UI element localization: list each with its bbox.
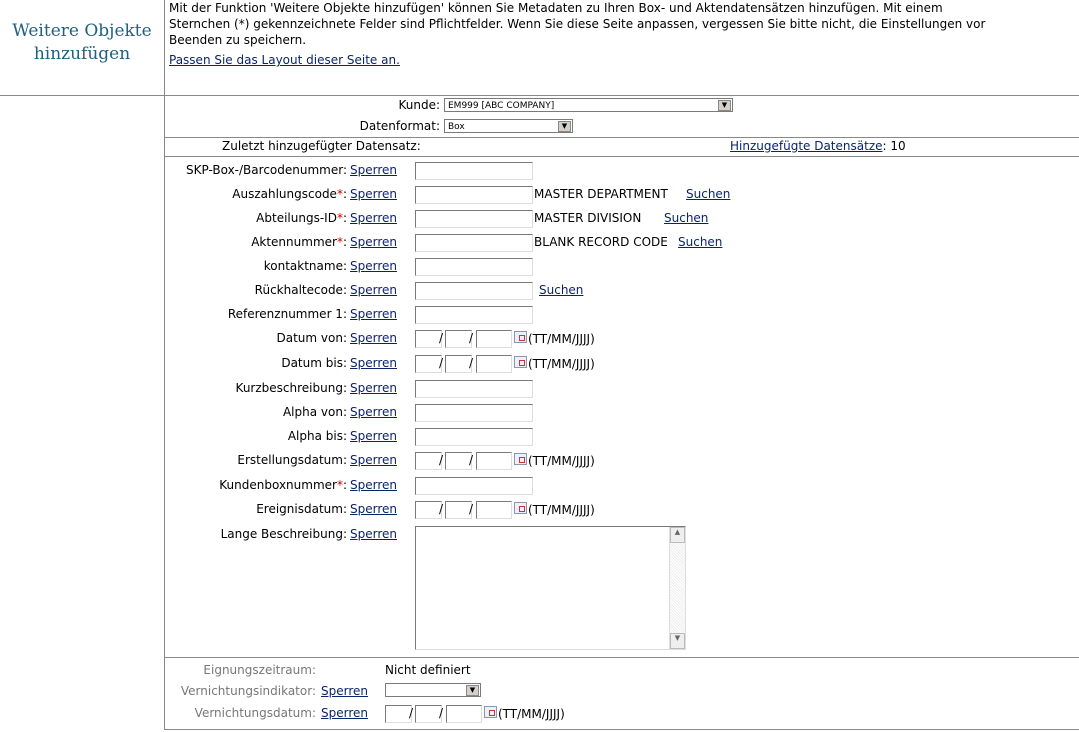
search-link[interactable]: Suchen — [686, 187, 731, 201]
kontaktname-input[interactable] — [415, 258, 533, 276]
required-marker: * — [336, 235, 343, 249]
auszahlungscode-input[interactable] — [415, 186, 533, 204]
date-format-hint: (TT/MM/JJJJ) — [528, 503, 595, 517]
lock-link[interactable]: Sperren — [350, 331, 397, 345]
field-label: Kundenboxnummer*: — [219, 478, 347, 492]
added-records-link[interactable]: Hinzugefügte Datensätze — [730, 139, 883, 153]
year-input[interactable] — [476, 452, 512, 470]
kunde-select[interactable] — [444, 98, 733, 112]
field-row-kurzbeschreibung — [165, 381, 1065, 399]
page-title-line: hinzufügen — [33, 44, 131, 64]
date-format-hint: (TT/MM/JJJJ) — [498, 707, 565, 721]
chevron-down-icon: ▼ — [558, 121, 571, 132]
field-label-text: Alpha bis — [287, 429, 343, 443]
field-row-ereignisdatum — [165, 502, 1065, 520]
destruction-date-lock-link[interactable]: Sperren — [321, 706, 368, 720]
field-row-datum-bis — [165, 356, 1065, 374]
date-format-hint: (TT/MM/JJJJ) — [528, 454, 595, 468]
intro-line: Mit der Funktion 'Weitere Objekte hinzufügen' können Sie Metadaten zu Ihren Box- und Aktendatensätzen hinzufügen. Mit einem — [169, 1, 943, 15]
date-format-hint: (TT/MM/JJJJ) — [528, 357, 595, 371]
lock-link[interactable]: Sperren — [350, 527, 397, 541]
field-row-abteilungs-id — [165, 211, 1065, 229]
date-separator: / — [439, 706, 444, 720]
field-label: Datum bis: — [281, 356, 347, 370]
date-separator: / — [469, 502, 474, 516]
page-title — [0, 20, 164, 66]
field-label: Kurzbeschreibung: — [235, 381, 347, 395]
month-input[interactable] — [445, 452, 472, 470]
header-divider — [0, 95, 1079, 96]
field-row-skp-box-barcodenummer — [165, 163, 1065, 181]
abteilungs-id-default: MASTER DIVISION — [534, 211, 642, 225]
divider — [165, 729, 1079, 730]
alpha-bis-input[interactable] — [415, 428, 533, 446]
lock-link[interactable]: Sperren — [350, 405, 397, 419]
auszahlungscode-default: MASTER DEPARTMENT — [534, 187, 668, 201]
divider — [165, 156, 1079, 157]
lock-link[interactable]: Sperren — [350, 259, 397, 273]
intro-line: Sternchen (*) gekennzeichnete Felder sind Pflichtfelder. Wenn Sie diese Seite anpassen, vergessen Sie bitte nicht, die Einstellungen vor — [169, 17, 986, 31]
skp-box-barcodenummer-input[interactable] — [415, 162, 533, 180]
day-input[interactable] — [415, 501, 442, 519]
field-row-kundenboxnummer — [165, 478, 1065, 496]
field-row-kontaktname — [165, 259, 1065, 277]
date-separator: / — [439, 453, 444, 467]
date-separator: / — [409, 706, 414, 720]
lock-link[interactable]: Sperren — [350, 453, 397, 467]
field-label: Rückhaltecode: — [254, 283, 347, 297]
calendar-icon[interactable] — [514, 453, 527, 465]
field-label-text: Referenznummer 1 — [227, 307, 343, 321]
date-separator: / — [439, 502, 444, 516]
field-row-erstellungsdatum — [165, 453, 1065, 471]
divider — [165, 657, 1079, 658]
alpha-von-input[interactable] — [415, 404, 533, 422]
day-input[interactable] — [415, 355, 442, 373]
field-label-text: Datum von — [276, 331, 343, 345]
field-label: Alpha von: — [282, 405, 347, 419]
period-value: Nicht definiert — [385, 663, 471, 677]
last-added-label: Zuletzt hinzugefügter Datensatz: — [222, 139, 421, 153]
aktennummer-input[interactable] — [415, 234, 533, 252]
lock-link[interactable]: Sperren — [350, 381, 397, 395]
field-row-alpha-von — [165, 405, 1065, 423]
field-row-alpha-bis — [165, 429, 1065, 447]
divider — [165, 137, 1079, 138]
field-label: SKP-Box-/Barcodenummer: — [186, 163, 347, 177]
field-label: Abteilungs-ID*: — [256, 211, 347, 225]
datenformat-label: Datenformat: — [359, 119, 440, 133]
customize-layout-link[interactable]: Passen Sie das Layout dieser Seite an. — [169, 53, 400, 67]
field-label-text: Lange Beschreibung — [220, 527, 343, 541]
lock-link[interactable]: Sperren — [350, 478, 397, 492]
year-input[interactable] — [476, 330, 512, 348]
field-label-text: Auszahlungscode — [232, 187, 337, 201]
lock-link[interactable]: Sperren — [350, 283, 397, 297]
year-input[interactable] — [476, 355, 512, 373]
date-separator: / — [439, 356, 444, 370]
intro-line: Beenden zu speichern. — [169, 33, 307, 47]
required-marker: * — [336, 187, 343, 201]
kurzbeschreibung-input[interactable] — [415, 380, 533, 398]
period-label: Eignungszeitraum: — [203, 663, 316, 677]
day-input[interactable] — [385, 705, 412, 723]
calendar-icon[interactable] — [514, 356, 527, 368]
calendar-icon[interactable] — [514, 502, 527, 514]
day-input[interactable] — [415, 330, 442, 348]
scrollbar[interactable] — [669, 527, 685, 649]
kundenboxnummer-input[interactable] — [415, 477, 533, 495]
field-label: Auszahlungscode*: — [232, 187, 347, 201]
abteilungs-id-input[interactable] — [415, 210, 533, 228]
field-label: Ereignisdatum: — [256, 502, 347, 516]
indicator-label: Vernichtungsindikator: — [180, 684, 316, 698]
lock-link[interactable]: Sperren — [350, 211, 397, 225]
datenformat-value: Box — [448, 122, 465, 132]
page-title-line: Weitere Objekte — [12, 21, 152, 41]
lock-link[interactable]: Sperren — [350, 235, 397, 249]
field-row-datum-von — [165, 331, 1065, 349]
field-label-text: Rückhaltecode — [254, 283, 343, 297]
search-link[interactable]: Suchen — [678, 235, 723, 249]
field-row-aktennummer — [165, 235, 1065, 253]
lange-beschreibung-textarea[interactable] — [415, 526, 686, 650]
day-input[interactable] — [415, 452, 442, 470]
field-label-text: Kurzbeschreibung — [235, 381, 343, 395]
field-row-lange-beschreibung — [165, 527, 1065, 642]
kunde-label: Kunde: — [398, 98, 440, 112]
month-input[interactable] — [415, 705, 442, 723]
date-separator: / — [439, 331, 444, 345]
field-label: Lange Beschreibung: — [220, 527, 347, 541]
year-input[interactable] — [476, 501, 512, 519]
field-row-referenznummer-1 — [165, 307, 1065, 325]
calendar-icon[interactable] — [484, 706, 497, 718]
search-link[interactable]: Suchen — [664, 211, 709, 225]
field-label-text: SKP-Box-/Barcodenummer — [186, 163, 343, 177]
field-label: Alpha bis: — [287, 429, 347, 443]
field-label-text: Erstellungsdatum — [237, 453, 343, 467]
field-label: Aktennummer*: — [251, 235, 347, 249]
field-label-text: kontaktname — [263, 259, 343, 273]
indicator-select[interactable] — [385, 683, 481, 697]
month-input[interactable] — [445, 501, 472, 519]
field-label-text: Kundenboxnummer — [219, 478, 337, 492]
lock-link[interactable]: Sperren — [350, 502, 397, 516]
required-marker: * — [336, 478, 343, 492]
field-label-text: Ereignisdatum — [256, 502, 343, 516]
chevron-down-icon: ▼ — [718, 100, 731, 111]
calendar-icon[interactable] — [514, 331, 527, 343]
field-label: Referenznummer 1: — [227, 307, 347, 321]
indicator-lock-link[interactable]: Sperren — [321, 684, 368, 698]
date-format-hint: (TT/MM/JJJJ) — [528, 332, 595, 346]
added-count: : 10 — [882, 139, 906, 153]
field-label: Datum von: — [276, 331, 347, 345]
field-label-text: Abteilungs-ID — [256, 211, 337, 225]
scroll-down-icon[interactable]: ▼ — [670, 633, 685, 649]
scroll-up-icon[interactable]: ▲ — [670, 527, 685, 543]
month-input[interactable] — [445, 330, 472, 348]
intro-text — [169, 0, 1079, 68]
r-ckhaltecode-input[interactable] — [415, 282, 533, 300]
lock-link[interactable]: Sperren — [350, 356, 397, 370]
referenznummer-1-input[interactable] — [415, 306, 533, 324]
lock-link[interactable]: Sperren — [350, 429, 397, 443]
field-label-text: Datum bis — [281, 356, 343, 370]
field-label-text: Aktennummer — [251, 235, 337, 249]
datenformat-select[interactable] — [444, 119, 573, 133]
date-separator: / — [469, 331, 474, 345]
chevron-down-icon: ▼ — [466, 685, 479, 696]
lock-link[interactable]: Sperren — [350, 307, 397, 321]
field-label: kontaktname: — [263, 259, 347, 273]
lock-link[interactable]: Sperren — [350, 187, 397, 201]
lock-link[interactable]: Sperren — [350, 163, 397, 177]
month-input[interactable] — [445, 355, 472, 373]
field-label: Erstellungsdatum: — [237, 453, 347, 467]
date-separator: / — [469, 453, 474, 467]
kunde-value: EM999 [ABC COMPANY] — [448, 101, 555, 111]
aktennummer-default: BLANK RECORD CODE — [534, 235, 668, 249]
field-label-text: Alpha von — [282, 405, 343, 419]
destruction-date-label: Vernichtungsdatum: — [194, 706, 316, 720]
year-input[interactable] — [446, 705, 482, 723]
field-row-r-ckhaltecode — [165, 283, 1065, 301]
required-marker: * — [336, 211, 343, 225]
field-row-auszahlungscode — [165, 187, 1065, 205]
search-link[interactable]: Suchen — [539, 283, 584, 297]
date-separator: / — [469, 356, 474, 370]
